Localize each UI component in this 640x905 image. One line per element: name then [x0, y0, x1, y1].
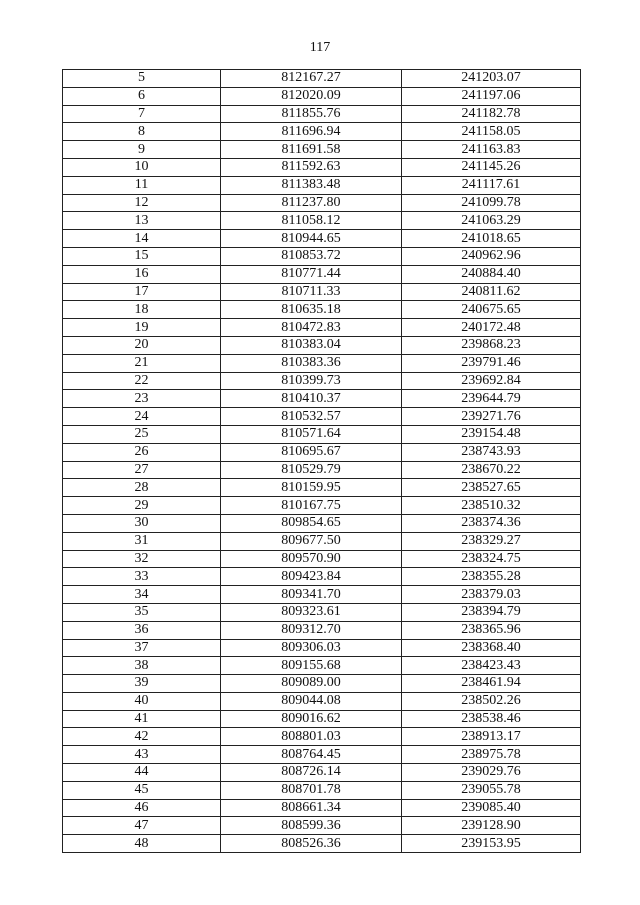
table-row — [63, 354, 581, 372]
table-row — [63, 817, 581, 835]
x-coordinate-cell: 811855.76 — [221, 105, 402, 123]
point-number-cell: 17 — [63, 283, 221, 301]
y-coordinate-cell: 238461.94 — [402, 675, 581, 693]
y-coordinate-cell: 241158.05 — [402, 123, 581, 141]
y-coordinate-cell: 238527.65 — [402, 479, 581, 497]
y-coordinate-cell: 238355.28 — [402, 568, 581, 586]
table-row — [63, 87, 581, 105]
y-coordinate-cell: 240675.65 — [402, 301, 581, 319]
y-coordinate-cell: 238379.03 — [402, 586, 581, 604]
y-coordinate-cell: 239128.90 — [402, 817, 581, 835]
point-number-cell: 28 — [63, 479, 221, 497]
table-row — [63, 550, 581, 568]
x-coordinate-cell: 809677.50 — [221, 532, 402, 550]
table-row — [63, 728, 581, 746]
x-coordinate-cell: 810695.67 — [221, 443, 402, 461]
table-row — [63, 835, 581, 853]
x-coordinate-cell: 810167.75 — [221, 497, 402, 515]
y-coordinate-cell: 240172.48 — [402, 319, 581, 337]
y-coordinate-cell: 239791.46 — [402, 354, 581, 372]
page-number: 117 — [309, 40, 331, 55]
y-coordinate-cell: 238374.36 — [402, 514, 581, 532]
y-coordinate-cell: 238368.40 — [402, 639, 581, 657]
x-coordinate-cell: 811592.63 — [221, 158, 402, 176]
x-coordinate-cell: 809306.03 — [221, 639, 402, 657]
y-coordinate-cell: 239154.48 — [402, 425, 581, 443]
x-coordinate-cell: 811691.58 — [221, 141, 402, 159]
point-number-cell: 45 — [63, 781, 221, 799]
x-coordinate-cell: 808764.45 — [221, 746, 402, 764]
x-coordinate-cell: 810383.04 — [221, 336, 402, 354]
x-coordinate-cell: 809016.62 — [221, 710, 402, 728]
point-number-cell: 22 — [63, 372, 221, 390]
point-number-cell: 15 — [63, 247, 221, 265]
y-coordinate-cell: 238329.27 — [402, 532, 581, 550]
table-row — [63, 408, 581, 426]
table-row — [63, 603, 581, 621]
table-row — [63, 123, 581, 141]
y-coordinate-cell: 241163.83 — [402, 141, 581, 159]
y-coordinate-cell: 238324.75 — [402, 550, 581, 568]
point-number-cell: 18 — [63, 301, 221, 319]
point-number-cell: 7 — [63, 105, 221, 123]
point-number-cell: 39 — [63, 675, 221, 693]
table-row — [63, 105, 581, 123]
y-coordinate-cell: 241018.65 — [402, 230, 581, 248]
x-coordinate-cell: 811696.94 — [221, 123, 402, 141]
table-body — [63, 70, 581, 853]
y-coordinate-cell: 238975.78 — [402, 746, 581, 764]
y-coordinate-cell: 240811.62 — [402, 283, 581, 301]
coordinates-table — [62, 69, 581, 853]
table-row — [63, 372, 581, 390]
point-number-cell: 33 — [63, 568, 221, 586]
y-coordinate-cell: 238423.43 — [402, 657, 581, 675]
y-coordinate-cell: 241145.26 — [402, 158, 581, 176]
y-coordinate-cell: 241117.61 — [402, 176, 581, 194]
table-row — [63, 158, 581, 176]
y-coordinate-cell: 241182.78 — [402, 105, 581, 123]
x-coordinate-cell: 810853.72 — [221, 247, 402, 265]
point-number-cell: 16 — [63, 265, 221, 283]
point-number-cell: 35 — [63, 603, 221, 621]
x-coordinate-cell: 809089.00 — [221, 675, 402, 693]
point-number-cell: 8 — [63, 123, 221, 141]
x-coordinate-cell: 810532.57 — [221, 408, 402, 426]
x-coordinate-cell: 809155.68 — [221, 657, 402, 675]
table-row — [63, 764, 581, 782]
table-row — [63, 390, 581, 408]
x-coordinate-cell: 809323.61 — [221, 603, 402, 621]
x-coordinate-cell: 810410.37 — [221, 390, 402, 408]
table-row — [63, 497, 581, 515]
table-row — [63, 621, 581, 639]
x-coordinate-cell: 809423.84 — [221, 568, 402, 586]
x-coordinate-cell: 808661.34 — [221, 799, 402, 817]
table-row — [63, 176, 581, 194]
table-row — [63, 568, 581, 586]
point-number-cell: 13 — [63, 212, 221, 230]
y-coordinate-cell: 238365.96 — [402, 621, 581, 639]
y-coordinate-cell: 239868.23 — [402, 336, 581, 354]
y-coordinate-cell: 239085.40 — [402, 799, 581, 817]
point-number-cell: 32 — [63, 550, 221, 568]
table-row — [63, 70, 581, 88]
x-coordinate-cell: 808599.36 — [221, 817, 402, 835]
table-row — [63, 586, 581, 604]
x-coordinate-cell: 809044.08 — [221, 692, 402, 710]
x-coordinate-cell: 808726.14 — [221, 764, 402, 782]
table-row — [63, 265, 581, 283]
y-coordinate-cell: 238670.22 — [402, 461, 581, 479]
table-row — [63, 336, 581, 354]
table-row — [63, 479, 581, 497]
point-number-cell: 43 — [63, 746, 221, 764]
table-row — [63, 710, 581, 728]
x-coordinate-cell: 809312.70 — [221, 621, 402, 639]
table-row — [63, 746, 581, 764]
point-number-cell: 36 — [63, 621, 221, 639]
y-coordinate-cell: 238510.32 — [402, 497, 581, 515]
x-coordinate-cell: 810529.79 — [221, 461, 402, 479]
point-number-cell: 24 — [63, 408, 221, 426]
x-coordinate-cell: 811058.12 — [221, 212, 402, 230]
y-coordinate-cell: 241203.07 — [402, 70, 581, 88]
table-row — [63, 141, 581, 159]
x-coordinate-cell: 811237.80 — [221, 194, 402, 212]
point-number-cell: 14 — [63, 230, 221, 248]
x-coordinate-cell: 810383.36 — [221, 354, 402, 372]
table-row — [63, 675, 581, 693]
y-coordinate-cell: 238502.26 — [402, 692, 581, 710]
point-number-cell: 5 — [63, 70, 221, 88]
y-coordinate-cell: 239271.76 — [402, 408, 581, 426]
point-number-cell: 27 — [63, 461, 221, 479]
point-number-cell: 20 — [63, 336, 221, 354]
x-coordinate-cell: 810399.73 — [221, 372, 402, 390]
y-coordinate-cell: 239692.84 — [402, 372, 581, 390]
point-number-cell: 9 — [63, 141, 221, 159]
point-number-cell: 11 — [63, 176, 221, 194]
point-number-cell: 29 — [63, 497, 221, 515]
y-coordinate-cell: 239153.95 — [402, 835, 581, 853]
point-number-cell: 10 — [63, 158, 221, 176]
point-number-cell: 44 — [63, 764, 221, 782]
x-coordinate-cell: 810711.33 — [221, 283, 402, 301]
table-row — [63, 212, 581, 230]
table-row — [63, 657, 581, 675]
table-row — [63, 461, 581, 479]
y-coordinate-cell: 241099.78 — [402, 194, 581, 212]
table-row — [63, 514, 581, 532]
x-coordinate-cell: 812020.09 — [221, 87, 402, 105]
point-number-cell: 47 — [63, 817, 221, 835]
point-number-cell: 41 — [63, 710, 221, 728]
table-row — [63, 230, 581, 248]
table-row — [63, 799, 581, 817]
table-row — [63, 247, 581, 265]
table-row — [63, 532, 581, 550]
x-coordinate-cell: 809341.70 — [221, 586, 402, 604]
table-row — [63, 194, 581, 212]
point-number-cell: 31 — [63, 532, 221, 550]
point-number-cell: 38 — [63, 657, 221, 675]
x-coordinate-cell: 811383.48 — [221, 176, 402, 194]
point-number-cell: 37 — [63, 639, 221, 657]
point-number-cell: 30 — [63, 514, 221, 532]
y-coordinate-cell: 239029.76 — [402, 764, 581, 782]
x-coordinate-cell: 810771.44 — [221, 265, 402, 283]
x-coordinate-cell: 808526.36 — [221, 835, 402, 853]
point-number-cell: 12 — [63, 194, 221, 212]
table-row — [63, 639, 581, 657]
table-row — [63, 692, 581, 710]
table-row — [63, 301, 581, 319]
point-number-cell: 48 — [63, 835, 221, 853]
x-coordinate-cell: 810472.83 — [221, 319, 402, 337]
y-coordinate-cell: 238913.17 — [402, 728, 581, 746]
point-number-cell: 6 — [63, 87, 221, 105]
table-row — [63, 443, 581, 461]
x-coordinate-cell: 810944.65 — [221, 230, 402, 248]
x-coordinate-cell: 810635.18 — [221, 301, 402, 319]
point-number-cell: 46 — [63, 799, 221, 817]
y-coordinate-cell: 241197.06 — [402, 87, 581, 105]
table-row — [63, 781, 581, 799]
x-coordinate-cell: 810571.64 — [221, 425, 402, 443]
x-coordinate-cell: 812167.27 — [221, 70, 402, 88]
x-coordinate-cell: 809854.65 — [221, 514, 402, 532]
table-row — [63, 425, 581, 443]
point-number-cell: 42 — [63, 728, 221, 746]
x-coordinate-cell: 808801.03 — [221, 728, 402, 746]
point-number-cell: 25 — [63, 425, 221, 443]
y-coordinate-cell: 238743.93 — [402, 443, 581, 461]
x-coordinate-cell: 808701.78 — [221, 781, 402, 799]
point-number-cell: 26 — [63, 443, 221, 461]
point-number-cell: 21 — [63, 354, 221, 372]
table-row — [63, 283, 581, 301]
y-coordinate-cell: 238538.46 — [402, 710, 581, 728]
y-coordinate-cell: 239644.79 — [402, 390, 581, 408]
point-number-cell: 19 — [63, 319, 221, 337]
table-row — [63, 319, 581, 337]
y-coordinate-cell: 241063.29 — [402, 212, 581, 230]
point-number-cell: 23 — [63, 390, 221, 408]
y-coordinate-cell: 240884.40 — [402, 265, 581, 283]
y-coordinate-cell: 240962.96 — [402, 247, 581, 265]
point-number-cell: 40 — [63, 692, 221, 710]
y-coordinate-cell: 239055.78 — [402, 781, 581, 799]
point-number-cell: 34 — [63, 586, 221, 604]
x-coordinate-cell: 809570.90 — [221, 550, 402, 568]
x-coordinate-cell: 810159.95 — [221, 479, 402, 497]
y-coordinate-cell: 238394.79 — [402, 603, 581, 621]
